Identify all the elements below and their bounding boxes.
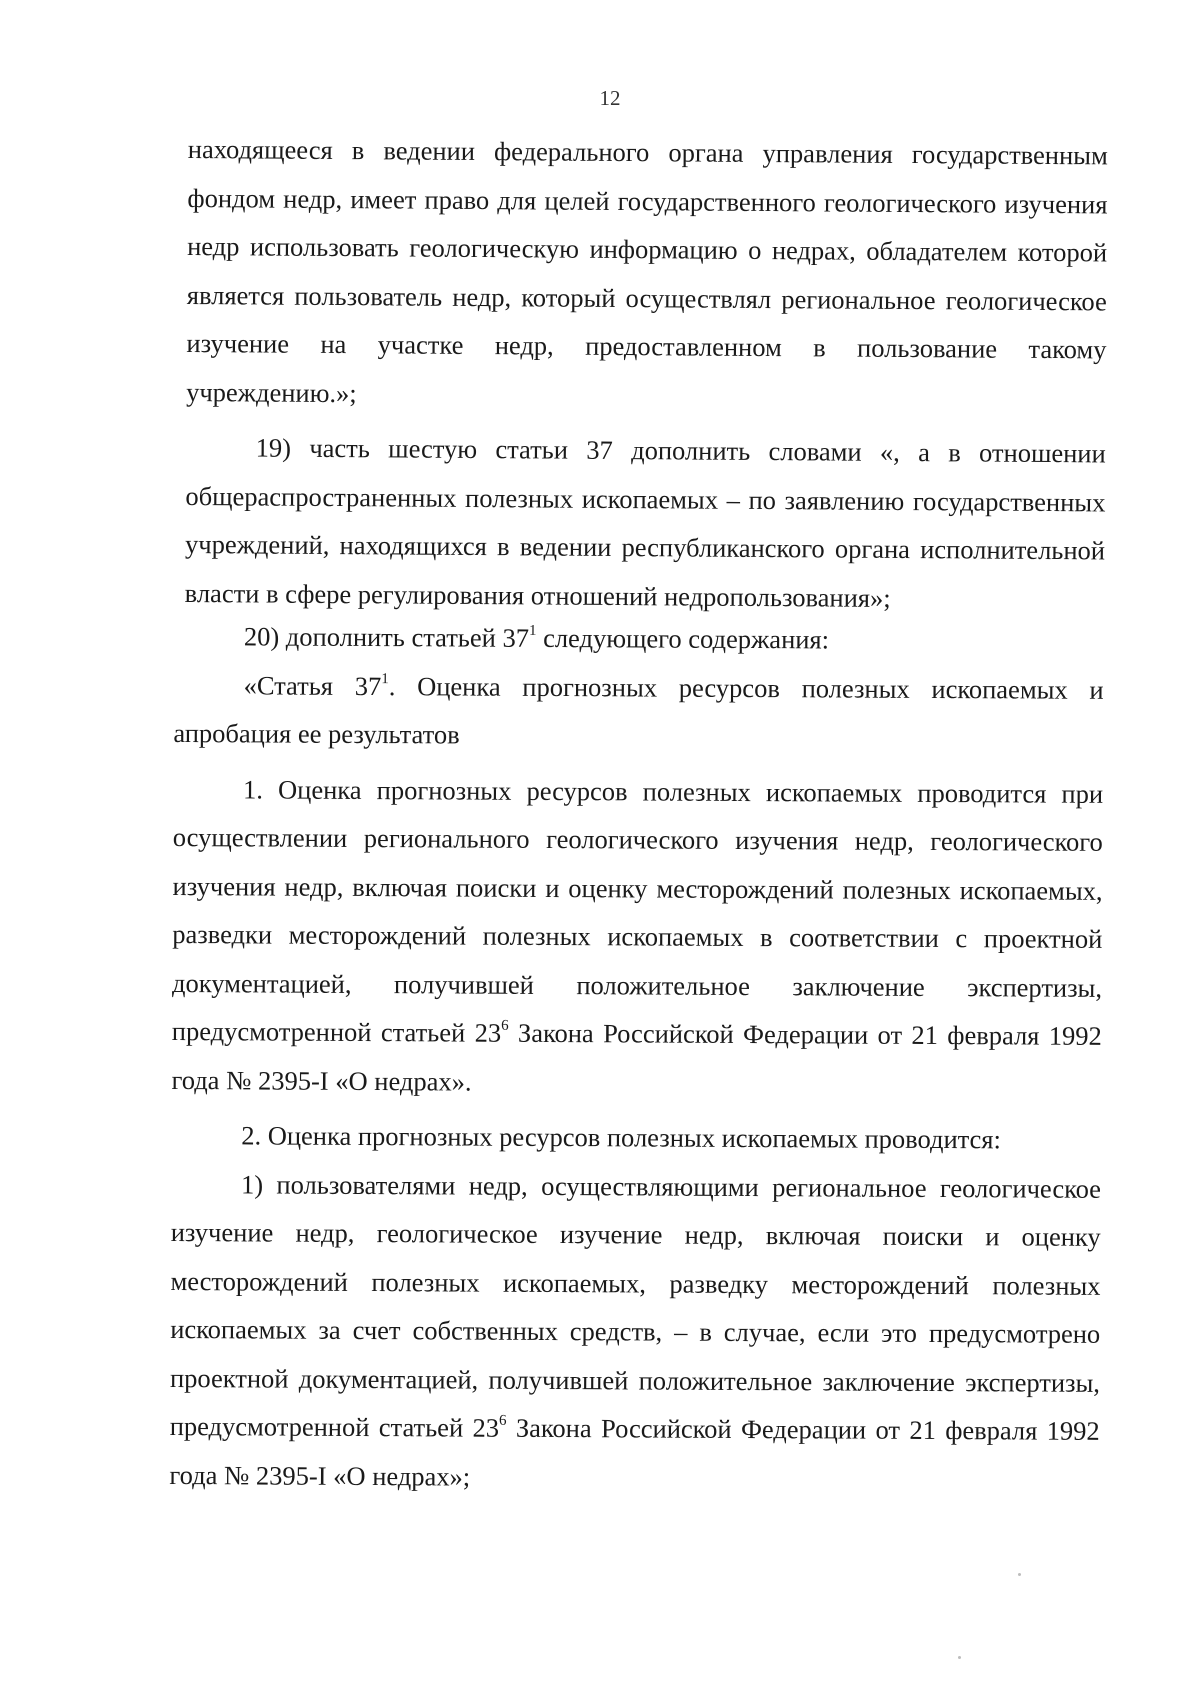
page-number: 12: [599, 86, 621, 110]
item-20-superscript: 1: [528, 623, 537, 640]
clause-1-text-end: Закона Российской Федерации от 21 февраля 1992 года № 2395-I «О недрах».: [171, 1017, 1102, 1097]
text-block-top: [185, 125, 1108, 623]
article-heading-end: . Оценка прогнозных ресурсов полезных ископаемых и апробация ее результатов: [173, 670, 1104, 750]
subitem-1-superscript: 6: [499, 1412, 507, 1429]
paragraph-item-20: [174, 612, 1104, 665]
paragraph-item-19: 19) часть шестую статьи 37 дополнить словами «, а в отношении общераспространенных полезных ископаемых – по заявлению государственных учреждений, находящихся в ведении республиканского органа исполнительной власти в сфере регулирования отношений недропользования»;: [184, 432, 1106, 613]
text-block-bottom: [169, 612, 1104, 1504]
article-heading: [173, 660, 1103, 762]
clause-1-superscript: 6: [501, 1017, 509, 1034]
clause-2: 2. Оценка прогнозных ресурсов полезных ископаемых проводится:: [241, 1120, 1001, 1155]
clause-1: [171, 764, 1103, 1108]
item-20-text-start: 20) дополнить статьей 37: [243, 621, 530, 653]
scan-speck: [1018, 1573, 1021, 1576]
subitem-1-text-start: 1) пользователями недр, осуществляющими региональное геологическое изучение недр, геологическое изучение недр, включая поиски и оценку месторождений полезных ископаемых, разведку месторождений полезных ископаемых за счет собственных средств, – в случае, если это предусмотрено проектной документацией, получившей положительное заключение экспертизы, предусмотренной статьей 23: [169, 1168, 1102, 1443]
clause-2-subitem-1: [169, 1159, 1101, 1503]
article-heading-start: «Статья 37: [243, 669, 382, 701]
scan-speck: [958, 1656, 961, 1659]
clause-1-text-start: 1. Оценка прогнозных ресурсов полезных ископаемых проводится при осуществлении регионального геологического изучения недр, геологического изучения недр, включая поиски и оценку месторождений полезных ископаемых, разведки месторождений полезных ископаемых в соответствии с проектной документацией, получившей положительное заключение экспертизы, предусмотренной статьей 23: [171, 773, 1104, 1048]
article-heading-superscript: 1: [381, 670, 389, 687]
subitem-1-text-end: Закона Российской Федерации от 21 февраля 1992 года № 2395-I «О недрах»;: [169, 1412, 1100, 1492]
item-20-text-end: следующего содержания:: [536, 622, 830, 655]
paragraph-continuation: находящееся в ведении федерального органа управления государственным фондом недр, имеет право для целей государственного геологического изучения недр использовать геологическую информацию о недрах, обладателем которой является пользователь недр, который осуществлял региональное геологическое изучение на участке недр, предоставленном в пользование такому учреждению.»;: [186, 133, 1108, 408]
